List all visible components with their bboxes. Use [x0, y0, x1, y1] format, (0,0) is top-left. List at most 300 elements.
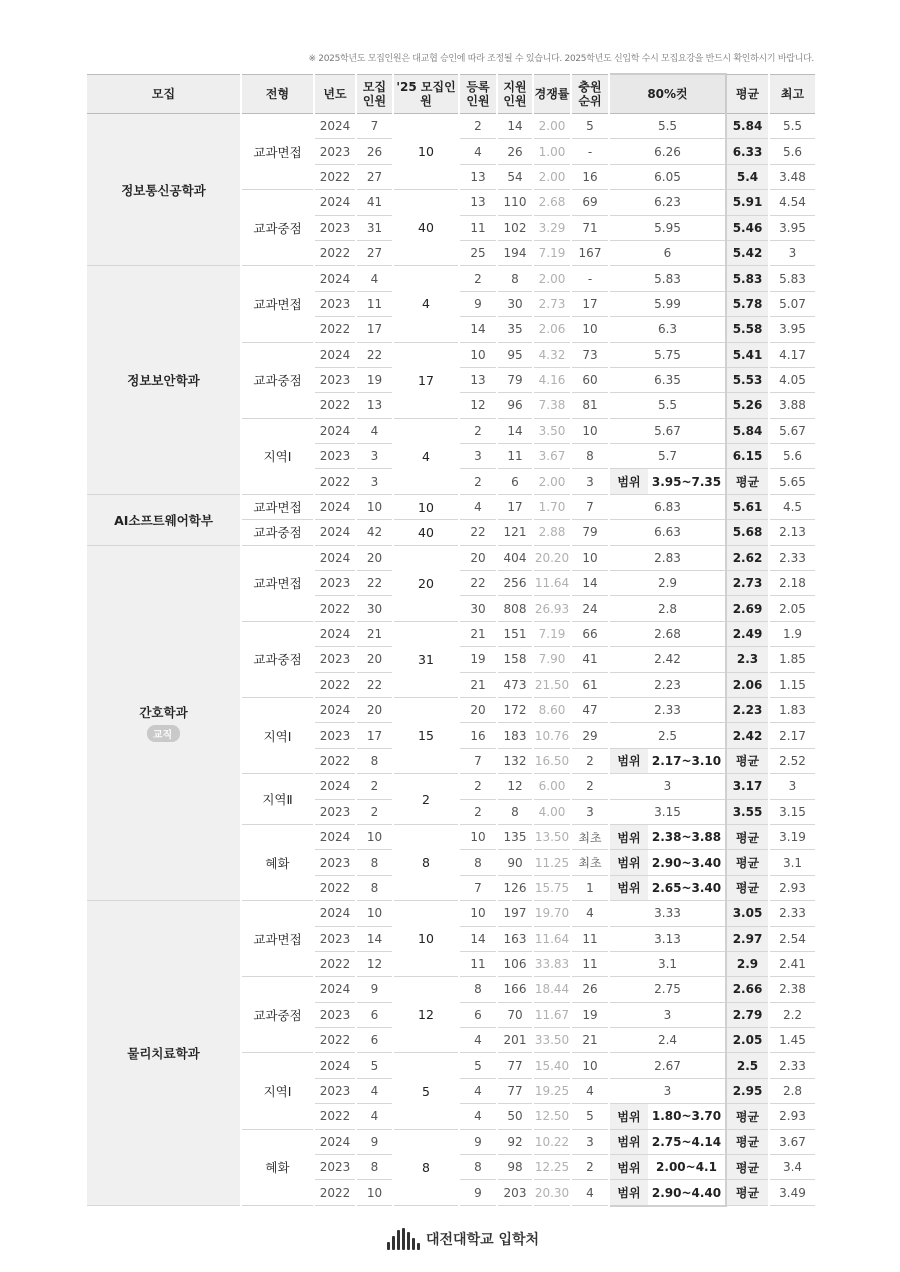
- year-cell: 2022: [314, 875, 356, 900]
- waitlist-cell: 8: [571, 444, 609, 469]
- applicants-cell: 158: [497, 647, 533, 672]
- applicants-cell: 98: [497, 1155, 533, 1180]
- year-cell: 2024: [314, 1053, 356, 1078]
- waitlist-cell: 1: [571, 875, 609, 900]
- registered-cell: 4: [459, 139, 497, 164]
- waitlist-cell: 26: [571, 977, 609, 1002]
- cut80-cell: 6.3: [609, 317, 726, 342]
- year-cell: 2023: [314, 926, 356, 951]
- max-cell: 5.67: [769, 418, 816, 443]
- waitlist-cell: 최초: [571, 850, 609, 875]
- cut80-cell: 2.67: [609, 1053, 726, 1078]
- dept-name-cell: [86, 266, 241, 495]
- avg-cell: 3.05: [726, 901, 769, 926]
- dept-name-cell: [86, 494, 241, 545]
- cut80-cell: 3: [609, 1078, 726, 1103]
- year-cell: 2024: [314, 621, 356, 646]
- registered-cell: 20: [459, 697, 497, 722]
- year-cell: 2024: [314, 824, 356, 849]
- year-cell: 2022: [314, 1028, 356, 1053]
- applicants-cell: 12: [497, 774, 533, 799]
- quota-25-cell: 10: [393, 114, 459, 190]
- applicants-cell: 30: [497, 291, 533, 316]
- max-cell: 1.9: [769, 621, 816, 646]
- applicants-cell: 473: [497, 672, 533, 697]
- avg-cell: 평균: [726, 1104, 769, 1129]
- max-cell: 5.65: [769, 469, 816, 494]
- applicants-cell: 54: [497, 164, 533, 189]
- applicants-cell: 166: [497, 977, 533, 1002]
- year-cell: 2024: [314, 977, 356, 1002]
- avg-cell: 5.91: [726, 190, 769, 215]
- year-cell: 2023: [314, 139, 356, 164]
- year-cell: 2024: [314, 901, 356, 926]
- applicants-cell: 194: [497, 240, 533, 265]
- applicants-cell: 50: [497, 1104, 533, 1129]
- registered-cell: 7: [459, 748, 497, 773]
- applicants-cell: 77: [497, 1078, 533, 1103]
- max-cell: 3.88: [769, 393, 816, 418]
- applicants-cell: 203: [497, 1180, 533, 1206]
- cut80-cell: 5.99: [609, 291, 726, 316]
- max-cell: 3: [769, 240, 816, 265]
- range-label: 범위: [610, 825, 648, 849]
- ratio-cell: 18.44: [533, 977, 571, 1002]
- ratio-cell: 10.22: [533, 1129, 571, 1154]
- registered-cell: 9: [459, 291, 497, 316]
- ratio-cell: 11.64: [533, 571, 571, 596]
- applicants-cell: 163: [497, 926, 533, 951]
- avg-cell: 3.55: [726, 799, 769, 824]
- registered-cell: 2: [459, 266, 497, 291]
- waitlist-cell: 2: [571, 1155, 609, 1180]
- year-cell: 2024: [314, 114, 356, 139]
- ratio-cell: 12.25: [533, 1155, 571, 1180]
- waitlist-cell: -: [571, 266, 609, 291]
- table-row: [86, 494, 816, 519]
- max-cell: 3.15: [769, 799, 816, 824]
- ratio-cell: 2.00: [533, 164, 571, 189]
- applicants-cell: 102: [497, 215, 533, 240]
- waitlist-cell: 71: [571, 215, 609, 240]
- admission-type: 교과면접: [241, 494, 314, 519]
- range-value: 2.90~4.40: [651, 1185, 722, 1200]
- max-cell: 5.07: [769, 291, 816, 316]
- ratio-cell: 4.32: [533, 342, 571, 367]
- quota-cell: 19: [356, 367, 393, 392]
- quota-25-cell: 8: [393, 1129, 459, 1206]
- cut80-cell: 5.67: [609, 418, 726, 443]
- waitlist-cell: 5: [571, 114, 609, 139]
- cut80-cell: 2.83: [609, 545, 726, 570]
- registered-cell: 8: [459, 977, 497, 1002]
- ratio-cell: 2.73: [533, 291, 571, 316]
- waitlist-cell: 11: [571, 951, 609, 976]
- cut80-cell: 3.1: [609, 951, 726, 976]
- col-header-waitlist: 충원 순위: [571, 74, 609, 114]
- quota-cell: 11: [356, 291, 393, 316]
- waitlist-cell: 73: [571, 342, 609, 367]
- applicants-cell: 6: [497, 469, 533, 494]
- col-header-applicants: 지원 인원: [497, 74, 533, 114]
- waitlist-cell: 10: [571, 1053, 609, 1078]
- ratio-cell: 2.00: [533, 114, 571, 139]
- avg-cell: 5.58: [726, 317, 769, 342]
- admission-type: 교과중점: [241, 977, 314, 1053]
- admission-type: 교과면접: [241, 545, 314, 621]
- ratio-cell: 7.38: [533, 393, 571, 418]
- max-cell: 4.54: [769, 190, 816, 215]
- registered-cell: 11: [459, 215, 497, 240]
- registered-cell: 7: [459, 875, 497, 900]
- max-cell: 4.17: [769, 342, 816, 367]
- waitlist-cell: 167: [571, 240, 609, 265]
- registered-cell: 11: [459, 951, 497, 976]
- registered-cell: 2: [459, 418, 497, 443]
- table-row: [86, 266, 816, 291]
- ratio-cell: 19.70: [533, 901, 571, 926]
- max-cell: 5.5: [769, 114, 816, 139]
- cut80-cell: 6: [609, 240, 726, 265]
- year-cell: 2024: [314, 520, 356, 545]
- avg-cell: 2.69: [726, 596, 769, 621]
- range-label: 범위: [610, 876, 648, 900]
- year-cell: 2022: [314, 672, 356, 697]
- waitlist-cell: 4: [571, 1078, 609, 1103]
- cut80-cell: 2.42: [609, 647, 726, 672]
- max-cell: 5.6: [769, 139, 816, 164]
- range-label: 범위: [610, 850, 648, 874]
- avg-cell: 5.42: [726, 240, 769, 265]
- max-cell: 2.8: [769, 1078, 816, 1103]
- ratio-cell: 3.29: [533, 215, 571, 240]
- applicants-cell: 11: [497, 444, 533, 469]
- quota-25-cell: 31: [393, 621, 459, 697]
- avg-cell: 평균: [726, 875, 769, 900]
- registered-cell: 20: [459, 545, 497, 570]
- dept-name-cell: [86, 114, 241, 266]
- ratio-cell: 11.25: [533, 850, 571, 875]
- admission-type: 지역Ⅱ: [241, 774, 314, 825]
- quota-cell: 17: [356, 317, 393, 342]
- ratio-cell: 11.64: [533, 926, 571, 951]
- range-value: 2.75~4.14: [651, 1134, 722, 1149]
- cut80-cell: 5.7: [609, 444, 726, 469]
- quota-cell: 8: [356, 748, 393, 773]
- admission-type: 혜화: [241, 1129, 314, 1206]
- ratio-cell: 2.68: [533, 190, 571, 215]
- quota-cell: 21: [356, 621, 393, 646]
- quota-25-cell: 15: [393, 697, 459, 773]
- cut80-cell: 2.8: [609, 596, 726, 621]
- avg-cell: 평균: [726, 748, 769, 773]
- quota-cell: 5: [356, 1053, 393, 1078]
- waitlist-cell: 81: [571, 393, 609, 418]
- table-row: [86, 114, 816, 139]
- range-value: 1.80~3.70: [651, 1109, 722, 1124]
- registered-cell: 4: [459, 1078, 497, 1103]
- avg-cell: 평균: [726, 824, 769, 849]
- year-cell: 2023: [314, 367, 356, 392]
- max-cell: 1.85: [769, 647, 816, 672]
- registered-cell: 4: [459, 494, 497, 519]
- ratio-cell: 3.50: [533, 418, 571, 443]
- avg-cell: 평균: [726, 1180, 769, 1206]
- notice-text: ※ 2025학년도 모집인원은 대교협 승인에 따라 조정될 수 있습니다. 2025학년도 신입학 수시 모집요강을 반드시 확인하시기 바랍니다.: [308, 54, 814, 64]
- max-cell: 4.05: [769, 367, 816, 392]
- ratio-cell: 7.19: [533, 621, 571, 646]
- year-cell: 2024: [314, 774, 356, 799]
- waitlist-cell: 14: [571, 571, 609, 596]
- range-label: 범위: [610, 1155, 648, 1179]
- cut80-cell: 5.5: [609, 393, 726, 418]
- year-cell: 2023: [314, 1155, 356, 1180]
- cut80-cell: [609, 469, 726, 494]
- max-cell: 2.33: [769, 1053, 816, 1078]
- ratio-cell: 16.50: [533, 748, 571, 773]
- max-cell: 3.67: [769, 1129, 816, 1154]
- cut80-cell: 6.83: [609, 494, 726, 519]
- avg-cell: 2.97: [726, 926, 769, 951]
- footer: [387, 1228, 539, 1250]
- avg-cell: 5.84: [726, 114, 769, 139]
- cut80-cell: 2.4: [609, 1028, 726, 1053]
- quota-cell: 6: [356, 1002, 393, 1027]
- max-cell: 2.38: [769, 977, 816, 1002]
- max-cell: 3: [769, 774, 816, 799]
- avg-cell: 2.06: [726, 672, 769, 697]
- avg-cell: 평균: [726, 1155, 769, 1180]
- avg-cell: 2.05: [726, 1028, 769, 1053]
- cut80-cell: [609, 824, 726, 849]
- range-label: 범위: [610, 1180, 648, 1204]
- waitlist-cell: 3: [571, 799, 609, 824]
- max-cell: 2.18: [769, 571, 816, 596]
- quota-cell: 20: [356, 545, 393, 570]
- registered-cell: 5: [459, 1053, 497, 1078]
- ratio-cell: 2.88: [533, 520, 571, 545]
- avg-cell: 5.41: [726, 342, 769, 367]
- quota-cell: 14: [356, 926, 393, 951]
- max-cell: 3.95: [769, 317, 816, 342]
- ratio-cell: 11.67: [533, 1002, 571, 1027]
- quota-cell: 9: [356, 977, 393, 1002]
- quota-cell: 4: [356, 266, 393, 291]
- avg-cell: 2.66: [726, 977, 769, 1002]
- quota-cell: 4: [356, 1078, 393, 1103]
- cut80-cell: 5.75: [609, 342, 726, 367]
- avg-cell: 5.78: [726, 291, 769, 316]
- waitlist-cell: 24: [571, 596, 609, 621]
- waitlist-cell: 11: [571, 926, 609, 951]
- year-cell: 2022: [314, 164, 356, 189]
- year-cell: 2023: [314, 799, 356, 824]
- waitlist-cell: 4: [571, 901, 609, 926]
- applicants-cell: 26: [497, 139, 533, 164]
- cut80-cell: 2.23: [609, 672, 726, 697]
- ratio-cell: 2.00: [533, 266, 571, 291]
- quota-25-cell: 12: [393, 977, 459, 1053]
- applicants-cell: 183: [497, 723, 533, 748]
- max-cell: 2.52: [769, 748, 816, 773]
- quota-cell: 9: [356, 1129, 393, 1154]
- cut80-cell: 2.68: [609, 621, 726, 646]
- registered-cell: 2: [459, 799, 497, 824]
- year-cell: 2022: [314, 393, 356, 418]
- cut80-cell: 3.15: [609, 799, 726, 824]
- registered-cell: 30: [459, 596, 497, 621]
- ratio-cell: 7.90: [533, 647, 571, 672]
- waitlist-cell: 21: [571, 1028, 609, 1053]
- quota-cell: 8: [356, 1155, 393, 1180]
- quota-cell: 3: [356, 469, 393, 494]
- avg-cell: 평균: [726, 469, 769, 494]
- quota-25-cell: 8: [393, 824, 459, 900]
- applicants-cell: 404: [497, 545, 533, 570]
- ratio-cell: 7.19: [533, 240, 571, 265]
- waitlist-cell: 7: [571, 494, 609, 519]
- quota-cell: 31: [356, 215, 393, 240]
- applicants-cell: 172: [497, 697, 533, 722]
- ratio-cell: 2.00: [533, 469, 571, 494]
- cut80-cell: [609, 1104, 726, 1129]
- avg-cell: 2.49: [726, 621, 769, 646]
- applicants-cell: 201: [497, 1028, 533, 1053]
- waitlist-cell: 29: [571, 723, 609, 748]
- ratio-cell: 4.00: [533, 799, 571, 824]
- ratio-cell: 8.60: [533, 697, 571, 722]
- table-row: [86, 545, 816, 570]
- year-cell: 2024: [314, 342, 356, 367]
- avg-cell: 5.61: [726, 494, 769, 519]
- quota-cell: 10: [356, 901, 393, 926]
- quota-cell: 13: [356, 393, 393, 418]
- applicants-cell: 106: [497, 951, 533, 976]
- cut80-cell: [609, 1180, 726, 1206]
- quota-25-cell: 17: [393, 342, 459, 418]
- admission-type: 교과면접: [241, 266, 314, 342]
- ratio-cell: 21.50: [533, 672, 571, 697]
- range-value: 2.38~3.88: [651, 830, 722, 845]
- avg-cell: 2.3: [726, 647, 769, 672]
- applicants-cell: 14: [497, 418, 533, 443]
- dept-name: 간호학과: [139, 705, 188, 721]
- registered-cell: 10: [459, 901, 497, 926]
- col-header-year: 년도: [314, 74, 356, 114]
- applicants-cell: 135: [497, 824, 533, 849]
- max-cell: 2.41: [769, 951, 816, 976]
- max-cell: 3.1: [769, 850, 816, 875]
- avg-cell: 2.5: [726, 1053, 769, 1078]
- max-cell: 2.54: [769, 926, 816, 951]
- ratio-cell: 13.50: [533, 824, 571, 849]
- avg-cell: 5.46: [726, 215, 769, 240]
- quota-25-cell: 10: [393, 901, 459, 977]
- registered-cell: 13: [459, 164, 497, 189]
- applicants-cell: 121: [497, 520, 533, 545]
- cut80-cell: 3: [609, 774, 726, 799]
- col-header-quota: 모집 인원: [356, 74, 393, 114]
- registered-cell: 25: [459, 240, 497, 265]
- range-value: 2.90~3.40: [651, 855, 722, 870]
- max-cell: 2.2: [769, 1002, 816, 1027]
- year-cell: 2022: [314, 951, 356, 976]
- year-cell: 2024: [314, 494, 356, 519]
- quota-cell: 30: [356, 596, 393, 621]
- applicants-cell: 126: [497, 875, 533, 900]
- registered-cell: 22: [459, 520, 497, 545]
- max-cell: 2.33: [769, 545, 816, 570]
- range-value: 2.65~3.40: [651, 880, 722, 895]
- applicants-cell: 95: [497, 342, 533, 367]
- year-cell: 2023: [314, 1002, 356, 1027]
- ratio-cell: 4.16: [533, 367, 571, 392]
- ratio-cell: 1.00: [533, 139, 571, 164]
- cut80-cell: 5.5: [609, 114, 726, 139]
- quota-25-cell: 2: [393, 774, 459, 825]
- col-header-registered: 등록 인원: [459, 74, 497, 114]
- waitlist-cell: 10: [571, 418, 609, 443]
- max-cell: 2.17: [769, 723, 816, 748]
- quota-cell: 22: [356, 571, 393, 596]
- registered-cell: 10: [459, 342, 497, 367]
- dept-name-cell: [86, 901, 241, 1206]
- admission-type: 교과중점: [241, 190, 314, 266]
- registered-cell: 14: [459, 317, 497, 342]
- range-label: 범위: [610, 469, 648, 493]
- registered-cell: 10: [459, 824, 497, 849]
- applicants-cell: 197: [497, 901, 533, 926]
- ratio-cell: 6.00: [533, 774, 571, 799]
- applicants-cell: 8: [497, 266, 533, 291]
- cut80-cell: 3.13: [609, 926, 726, 951]
- max-cell: 1.45: [769, 1028, 816, 1053]
- applicants-cell: 35: [497, 317, 533, 342]
- waitlist-cell: 47: [571, 697, 609, 722]
- dept-name: 정보보안학과: [127, 373, 200, 389]
- col-header-ratio: 경쟁률: [533, 74, 571, 114]
- quota-cell: 20: [356, 697, 393, 722]
- footer-text: 대전대학교 입학처: [426, 1232, 540, 1248]
- ratio-cell: 20.30: [533, 1180, 571, 1206]
- waitlist-cell: 61: [571, 672, 609, 697]
- cut80-cell: 2.5: [609, 723, 726, 748]
- applicants-cell: 96: [497, 393, 533, 418]
- admission-type: 혜화: [241, 824, 314, 900]
- applicants-cell: 8: [497, 799, 533, 824]
- col-header-type: 전형: [241, 74, 314, 114]
- quota-25-cell: 5: [393, 1053, 459, 1129]
- teaching-badge: 교직: [147, 725, 180, 742]
- registered-cell: 4: [459, 1104, 497, 1129]
- year-cell: 2024: [314, 418, 356, 443]
- applicants-cell: 132: [497, 748, 533, 773]
- cut80-cell: 6.26: [609, 139, 726, 164]
- avg-cell: 5.83: [726, 266, 769, 291]
- admission-type: 교과중점: [241, 342, 314, 418]
- applicants-cell: 70: [497, 1002, 533, 1027]
- avg-cell: 5.84: [726, 418, 769, 443]
- ratio-cell: 15.40: [533, 1053, 571, 1078]
- quota-cell: 4: [356, 1104, 393, 1129]
- quota-cell: 10: [356, 824, 393, 849]
- year-cell: 2022: [314, 317, 356, 342]
- registered-cell: 22: [459, 571, 497, 596]
- year-cell: 2023: [314, 723, 356, 748]
- waitlist-cell: 10: [571, 317, 609, 342]
- quota-cell: 12: [356, 951, 393, 976]
- quota-25-cell: 4: [393, 418, 459, 494]
